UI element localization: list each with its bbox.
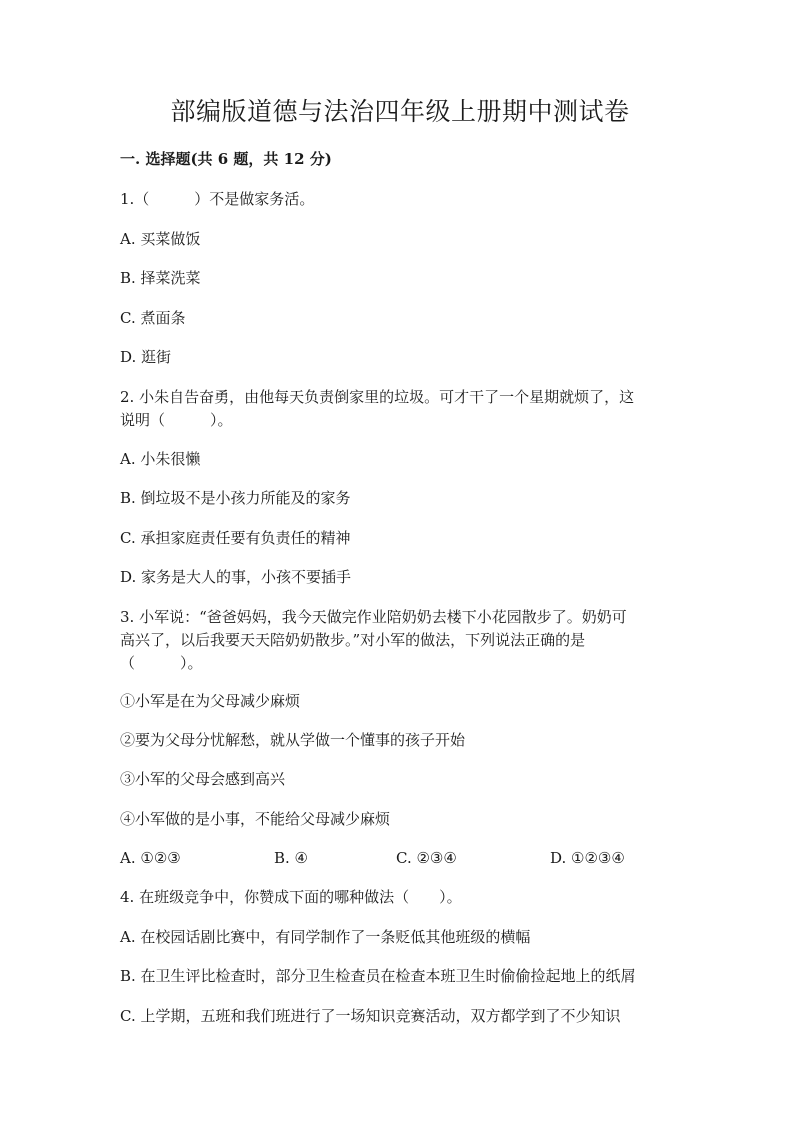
question-3-statement-3: ③小军的父母会感到高兴	[120, 770, 286, 788]
question-4-option-b: B. 在卫生评比检查时，部分卫生检查员在检查本班卫生时偷偷捡起地上的纸屑	[120, 967, 636, 985]
question-3-stem-line-3: （ ）。	[120, 654, 203, 672]
section-heading: 一. 选择题(共 6 题，共 12 分)	[120, 150, 332, 168]
question-1-option-d: D. 逛街	[120, 348, 172, 366]
question-2-option-a: A. 小朱很懒	[120, 450, 201, 468]
question-4-option-a: A. 在校园话剧比赛中，有同学制作了一条贬低其他班级的横幅	[120, 928, 531, 946]
question-1-stem: 1.（ ）不是做家务活。	[120, 190, 315, 208]
question-3-stem-line-1: 3. 小军说：“爸爸妈妈，我今天做完作业陪奶奶去楼下小花园散步了。奶奶可	[120, 608, 627, 626]
question-3-option-a: A. ①②③	[120, 849, 181, 867]
question-2-option-d: D. 家务是大人的事，小孩不要插手	[120, 568, 352, 586]
question-1-option-b: B. 择菜洗菜	[120, 269, 201, 287]
question-3-statement-1: ①小军是在为父母减少麻烦	[120, 692, 301, 710]
question-2-option-c: C. 承担家庭责任要有负责任的精神	[120, 529, 351, 547]
question-2-stem-line-1: 2. 小朱自告奋勇，由他每天负责倒家里的垃圾。可才干了一个星期就烦了，这	[120, 388, 635, 406]
question-2-option-b: B. 倒垃圾不是小孩力所能及的家务	[120, 489, 351, 507]
question-3-option-c: C. ②③④	[396, 849, 457, 867]
question-1-option-c: C. 煮面条	[120, 309, 186, 327]
question-3-stem-line-2: 高兴了，以后我要天天陪奶奶散步。”对小军的做法，下列说法正确的是	[120, 631, 586, 649]
question-4-stem: 4. 在班级竞争中，你赞成下面的哪种做法（ ）。	[120, 888, 462, 906]
page-title: 部编版道德与法治四年级上册期中测试卷	[170, 97, 630, 126]
question-3-statement-4: ④小军做的是小事，不能给父母减少麻烦	[120, 810, 391, 828]
question-4-option-c: C. 上学期，五班和我们班进行了一场知识竞赛活动，双方都学到了不少知识	[120, 1007, 621, 1025]
question-3-option-d: D. ①②③④	[550, 849, 625, 867]
question-2-stem-line-2: 说明（ ）。	[120, 411, 233, 429]
question-3-option-b: B. ④	[274, 849, 309, 867]
question-1-option-a: A. 买菜做饭	[120, 230, 201, 248]
question-3-statement-2: ②要为父母分忧解愁，就从学做一个懂事的孩子开始	[120, 731, 466, 749]
